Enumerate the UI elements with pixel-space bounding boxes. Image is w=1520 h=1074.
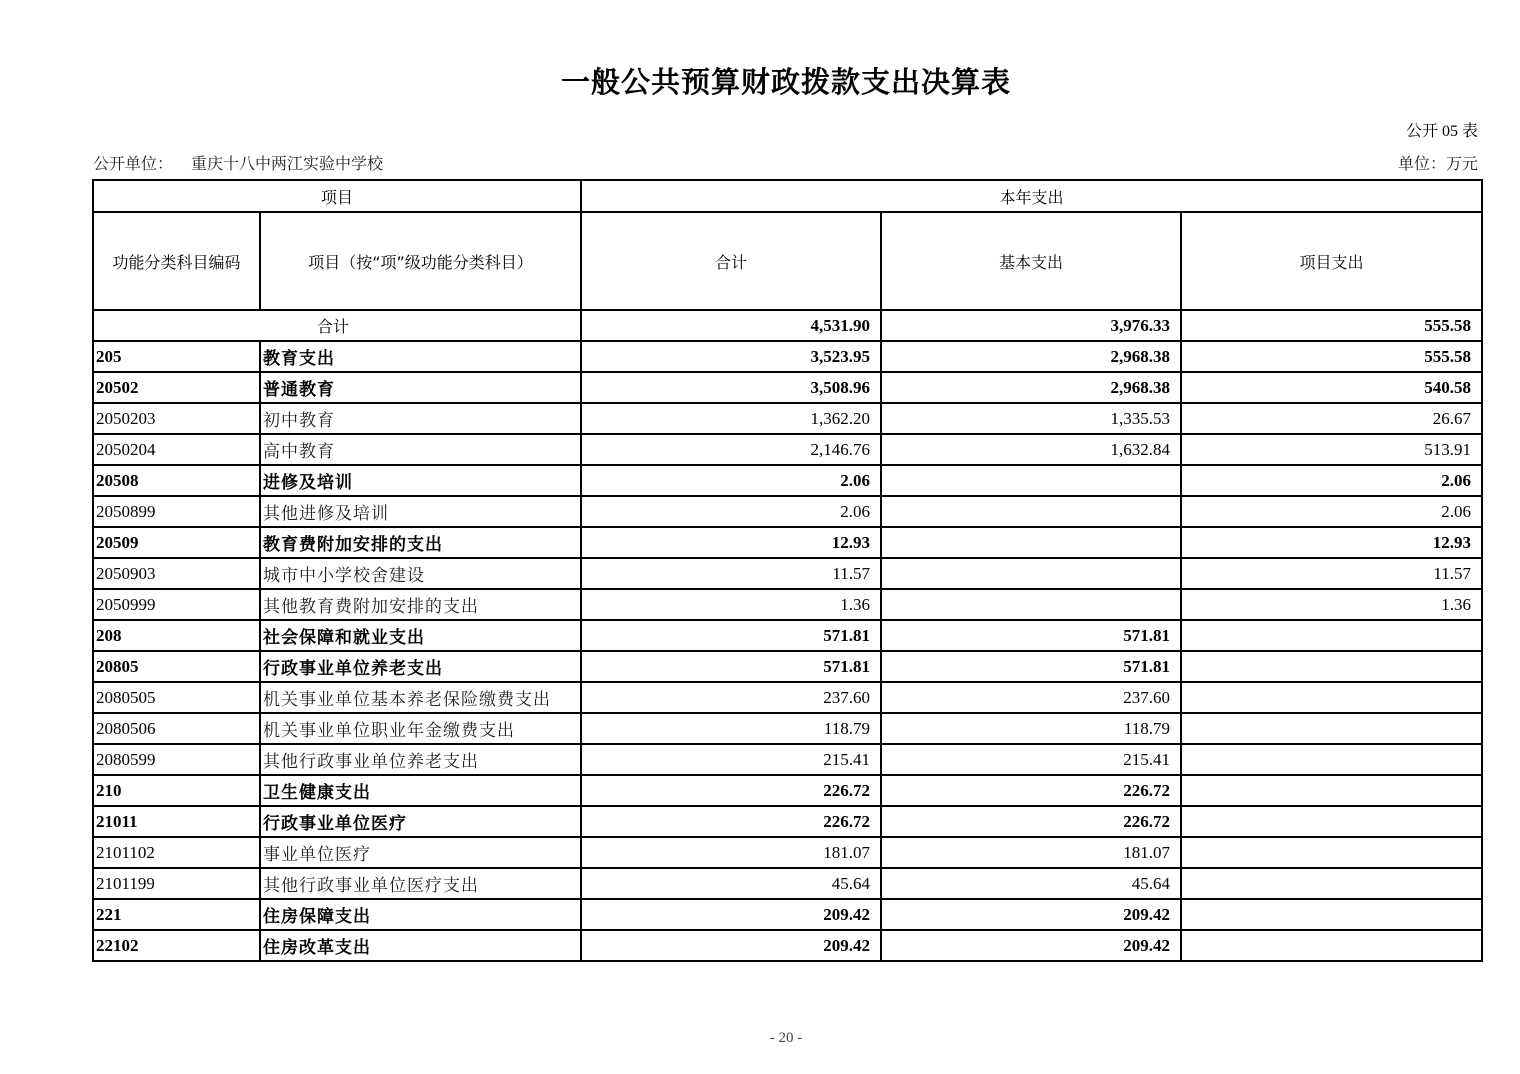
row-code: 22102 (93, 930, 260, 961)
row-name: 住房改革支出 (260, 930, 581, 961)
row-total: 571.81 (581, 651, 881, 682)
total-row (93, 310, 1482, 341)
row-code: 20509 (93, 527, 260, 558)
row-name: 卫生健康支出 (260, 775, 581, 806)
table-row (93, 465, 1482, 496)
row-total: 226.72 (581, 806, 881, 837)
row-project (1181, 682, 1482, 713)
table-row (93, 837, 1482, 868)
row-code: 2050999 (93, 589, 260, 620)
row-project: 2.06 (1181, 496, 1482, 527)
row-code: 205 (93, 341, 260, 372)
org-label: 公开单位： (93, 156, 174, 173)
row-total: 2,146.76 (581, 434, 881, 465)
row-project (1181, 775, 1482, 806)
row-name: 住房保障支出 (260, 899, 581, 930)
table-row (93, 713, 1482, 744)
row-basic (881, 558, 1181, 589)
row-project (1181, 651, 1482, 682)
row-code: 20805 (93, 651, 260, 682)
row-project (1181, 744, 1482, 775)
row-basic: 118.79 (881, 713, 1181, 744)
row-project (1181, 837, 1482, 868)
row-name: 社会保障和就业支出 (260, 620, 581, 651)
row-name: 高中教育 (260, 434, 581, 465)
table-row (93, 620, 1482, 651)
header-basic: 基本支出 (881, 212, 1181, 310)
page-title: 一般公共预算财政拨款支出决算表 (560, 65, 1011, 99)
row-name: 机关事业单位职业年金缴费支出 (260, 713, 581, 744)
row-basic: 237.60 (881, 682, 1181, 713)
row-name: 其他进修及培训 (260, 496, 581, 527)
row-name: 教育支出 (260, 341, 581, 372)
table-row (93, 372, 1482, 403)
table-row (93, 558, 1482, 589)
row-code: 2050204 (93, 434, 260, 465)
total-label: 合计 (93, 310, 581, 341)
row-code: 208 (93, 620, 260, 651)
row-name: 其他行政事业单位养老支出 (260, 744, 581, 775)
header-item: 项目（按“项”级功能分类科目） (260, 212, 581, 310)
row-project (1181, 620, 1482, 651)
org-name: 重庆十八中两江实验中学校 (191, 156, 384, 173)
table-row (93, 806, 1482, 837)
row-basic: 1,632.84 (881, 434, 1181, 465)
budget-table (92, 179, 1483, 962)
row-name: 机关事业单位基本养老保险缴费支出 (260, 682, 581, 713)
row-project: 513.91 (1181, 434, 1482, 465)
row-basic: 45.64 (881, 868, 1181, 899)
header-project-expense: 项目支出 (1181, 212, 1482, 310)
table-row (93, 899, 1482, 930)
row-total: 2.06 (581, 496, 881, 527)
row-name: 教育费附加安排的支出 (260, 527, 581, 558)
row-project (1181, 930, 1482, 961)
row-basic (881, 527, 1181, 558)
unit-label: 单位：万元 (1397, 156, 1478, 173)
org-info (93, 151, 383, 174)
row-total: 209.42 (581, 930, 881, 961)
row-total: 11.57 (581, 558, 881, 589)
row-code: 210 (93, 775, 260, 806)
row-name: 初中教育 (260, 403, 581, 434)
row-name: 行政事业单位医疗 (260, 806, 581, 837)
header-code: 功能分类科目编码 (93, 212, 260, 310)
row-project: 1.36 (1181, 589, 1482, 620)
table-row (93, 434, 1482, 465)
row-project: 555.58 (1181, 341, 1482, 372)
row-code: 20508 (93, 465, 260, 496)
table-number: 公开 05 表 (1405, 123, 1478, 140)
row-project (1181, 868, 1482, 899)
table-row (93, 744, 1482, 775)
table-row (93, 403, 1482, 434)
unit-line (93, 151, 1478, 174)
table-row (93, 868, 1482, 899)
row-project (1181, 713, 1482, 744)
row-code: 20502 (93, 372, 260, 403)
row-total: 237.60 (581, 682, 881, 713)
row-total: 1,362.20 (581, 403, 881, 434)
row-basic (881, 465, 1181, 496)
row-basic: 181.07 (881, 837, 1181, 868)
row-basic: 215.41 (881, 744, 1181, 775)
row-basic: 209.42 (881, 899, 1181, 930)
row-basic: 226.72 (881, 806, 1181, 837)
row-total: 1.36 (581, 589, 881, 620)
row-code: 2050899 (93, 496, 260, 527)
row-code: 21011 (93, 806, 260, 837)
row-name: 进修及培训 (260, 465, 581, 496)
row-code: 2050903 (93, 558, 260, 589)
row-total: 3,508.96 (581, 372, 881, 403)
row-total: 226.72 (581, 775, 881, 806)
row-project: 11.57 (1181, 558, 1482, 589)
row-basic: 2,968.38 (881, 341, 1181, 372)
row-project: 540.58 (1181, 372, 1482, 403)
row-name: 事业单位医疗 (260, 837, 581, 868)
row-basic: 2,968.38 (881, 372, 1181, 403)
row-total: 209.42 (581, 899, 881, 930)
page-number: - 20 - (769, 1030, 803, 1046)
table-row (93, 682, 1482, 713)
row-code: 2101199 (93, 868, 260, 899)
row-basic (881, 496, 1181, 527)
row-basic: 226.72 (881, 775, 1181, 806)
row-basic: 571.81 (881, 651, 1181, 682)
row-total: 571.81 (581, 620, 881, 651)
table-row (93, 930, 1482, 961)
row-name: 其他教育费附加安排的支出 (260, 589, 581, 620)
row-name: 普通教育 (260, 372, 581, 403)
row-basic (881, 589, 1181, 620)
row-total: 45.64 (581, 868, 881, 899)
table-row (93, 775, 1482, 806)
header-row-2 (93, 212, 1482, 310)
header-current-year: 本年支出 (581, 180, 1482, 212)
table-row (93, 527, 1482, 558)
total-project: 555.58 (1181, 310, 1482, 341)
row-total: 12.93 (581, 527, 881, 558)
row-basic: 209.42 (881, 930, 1181, 961)
row-project (1181, 806, 1482, 837)
row-code: 221 (93, 899, 260, 930)
row-name: 其他行政事业单位医疗支出 (260, 868, 581, 899)
row-code: 2050203 (93, 403, 260, 434)
row-project (1181, 899, 1482, 930)
row-total: 2.06 (581, 465, 881, 496)
row-project: 2.06 (1181, 465, 1482, 496)
total-sum: 4,531.90 (581, 310, 881, 341)
row-total: 3,523.95 (581, 341, 881, 372)
header-total: 合计 (581, 212, 881, 310)
header-row-1 (93, 180, 1482, 212)
row-code: 2080506 (93, 713, 260, 744)
row-code: 2080599 (93, 744, 260, 775)
row-total: 118.79 (581, 713, 881, 744)
row-name: 行政事业单位养老支出 (260, 651, 581, 682)
table-row (93, 496, 1482, 527)
row-basic: 571.81 (881, 620, 1181, 651)
row-total: 181.07 (581, 837, 881, 868)
table-row (93, 589, 1482, 620)
row-basic: 1,335.53 (881, 403, 1181, 434)
table-row (93, 341, 1482, 372)
row-project: 26.67 (1181, 403, 1482, 434)
total-basic: 3,976.33 (881, 310, 1181, 341)
row-total: 215.41 (581, 744, 881, 775)
row-code: 2101102 (93, 837, 260, 868)
row-code: 2080505 (93, 682, 260, 713)
row-name: 城市中小学校舍建设 (260, 558, 581, 589)
header-project: 项目 (93, 180, 581, 212)
row-project: 12.93 (1181, 527, 1482, 558)
table-row (93, 651, 1482, 682)
